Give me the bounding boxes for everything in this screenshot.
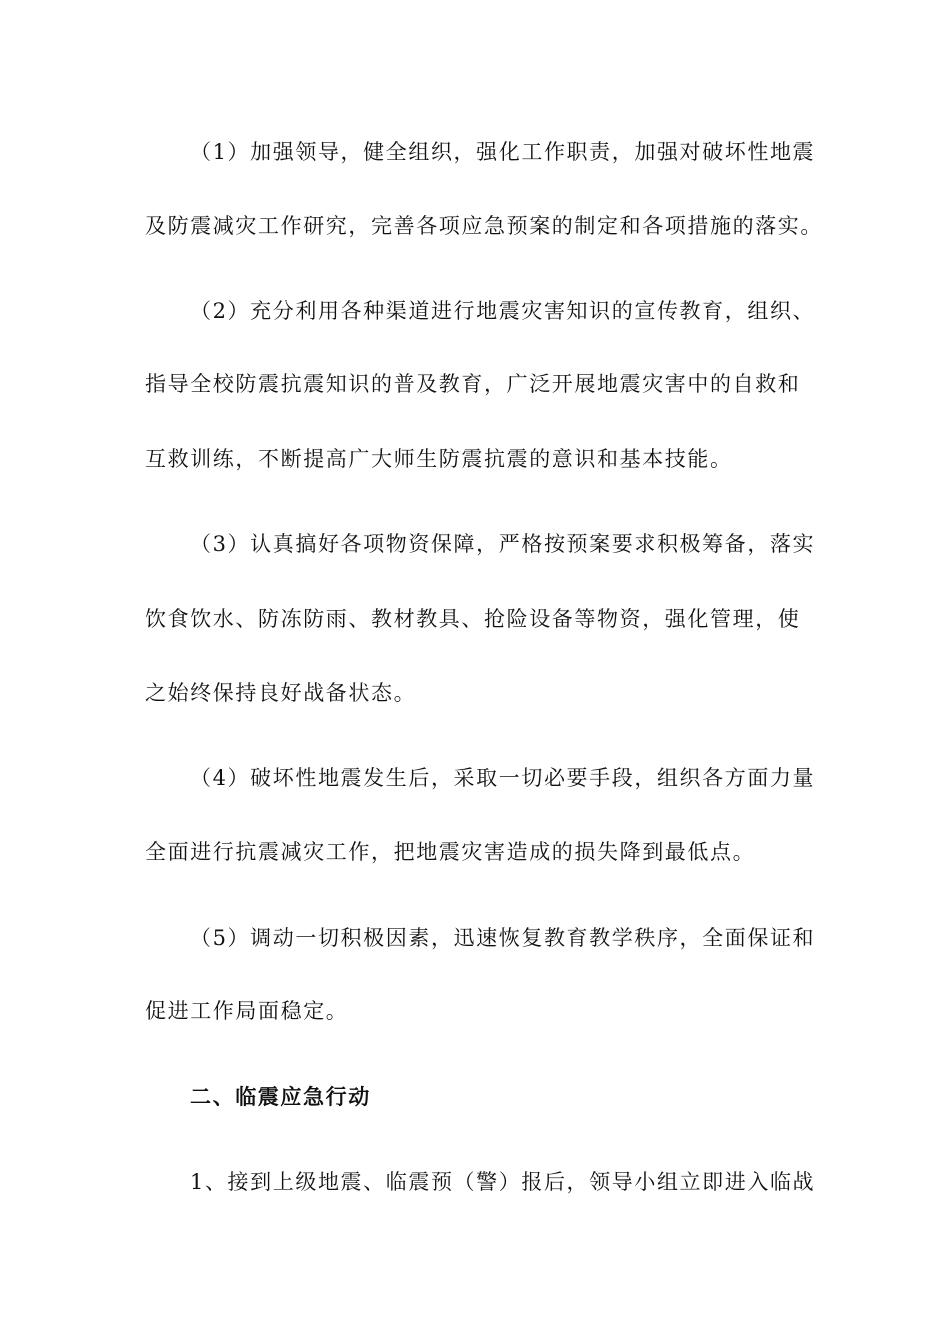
paragraph-2-line-1: （2）充分利用各种渠道进行地震灾害知识的宣传教育，组织、 bbox=[190, 299, 816, 323]
paragraph-3-line-1: （3）认真搞好各项物资保障，严格按预案要求积极筹备，落实 bbox=[190, 532, 816, 556]
paragraph-6-line-1: 1、接到上级地震、临震预（警）报后，领导小组立即进入临战 bbox=[190, 1170, 816, 1194]
section-heading: 二、临震应急行动 bbox=[190, 1084, 371, 1109]
paragraph-5-line-2: 促进工作局面稳定。 bbox=[145, 999, 349, 1023]
paragraph-4-line-2: 全面进行抗震减灾工作，把地震灾害造成的损失降到最低点。 bbox=[145, 840, 756, 864]
paragraph-2-line-2: 指导全校防震抗震知识的普及教育，广泛开展地震灾害中的自救和 bbox=[145, 372, 801, 396]
paragraph-3-line-2: 饮食饮水、防冻防雨、教材教具、抢险设备等物资，强化管理，使 bbox=[145, 607, 801, 631]
paragraph-5-line-1: （5）调动一切积极因素，迅速恢复教育教学秩序，全面保证和 bbox=[190, 926, 816, 950]
paragraph-3-line-3: 之始终保持良好战备状态。 bbox=[145, 681, 417, 705]
paragraph-2-line-3: 互救训练，不断提高广大师生防震抗震的意识和基本技能。 bbox=[145, 447, 733, 471]
paragraph-4-line-1: （4）破坏性地震发生后，采取一切必要手段，组织各方面力量 bbox=[190, 766, 816, 790]
paragraph-1-line-2: 及防震减灾工作研究，完善各项应急预案的制定和各项措施的落实。 bbox=[145, 214, 823, 238]
paragraph-1-line-1: （1）加强领导，健全组织，强化工作职责，加强对破坏性地震 bbox=[190, 140, 816, 164]
